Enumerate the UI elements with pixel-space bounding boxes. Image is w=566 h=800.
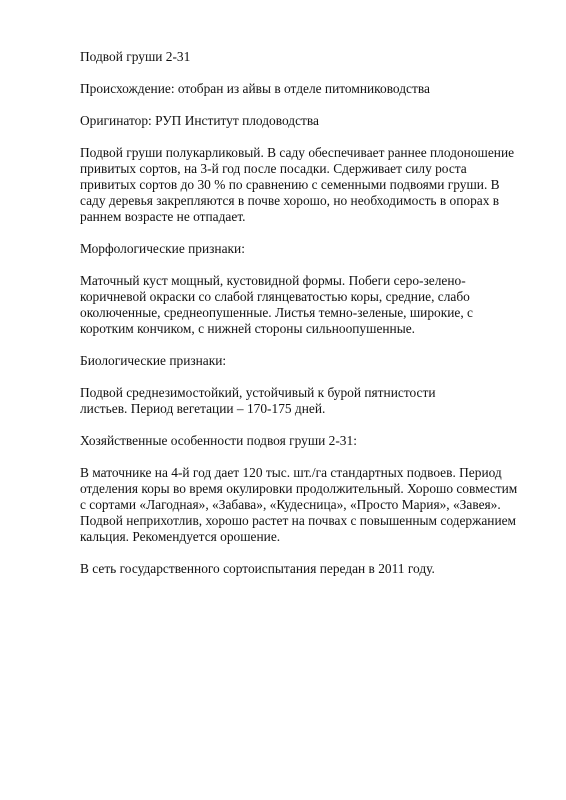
morphology-heading: Морфологические признаки: — [80, 241, 245, 256]
document-title: Подвой груши 2-31 — [80, 49, 191, 64]
biology-heading: Биологические признаки: — [80, 353, 227, 368]
morphology-paragraph: Маточный куст мощный, кустовидной формы. Побеги серо-зелено- коричневой окраски со слабой глянцеватостью коры, средние, слабо околюченные, среднеопушенные. Листья темно-зеленые, широкие, с коротким кончиком, с нижней стороны сильноопушенные. — [80, 273, 473, 336]
description-paragraph: Подвой груши полукарликовый. В саду обеспечивает раннее плодоношение привитых сортов, на 3-й год после посадки. Сдерживает силу роста привитых сортов до 30 % по сравнению с семенными подвоями груши. В саду деревья закрепляются в почве хорошо, но необходимость в опорах в раннем возрасте не отпадает. — [80, 145, 515, 224]
biology-paragraph: Подвой среднезимостойкий, устойчивый к бурой пятнистости листьев. Период вегетации – 170-175 дней. — [80, 385, 436, 416]
trial-paragraph: В сеть государственного сортоиспытания передан в 2011 году. — [80, 561, 435, 576]
economic-heading: Хозяйственные особенности подвоя груши 2-31: — [80, 433, 357, 448]
origin-paragraph: Происхождение: отобран из айвы в отделе питомниководства — [80, 81, 430, 96]
document-page — [80, 49, 530, 593]
economic-paragraph: В маточнике на 4-й год дает 120 тыс. шт./га стандартных подвоев. Период отделения коры во время окулировки продолжительный. Хорошо совместим с сортами «Лагодная», «Забава», «Кудесница», «Просто Мария», «Завея». Подвой неприхотлив, хорошо растет на почвах с повышенным содержанием кальция. Рекомендуется орошение. — [80, 465, 518, 544]
originator-paragraph: Оригинатор: РУП Институт плодоводства — [80, 113, 319, 128]
